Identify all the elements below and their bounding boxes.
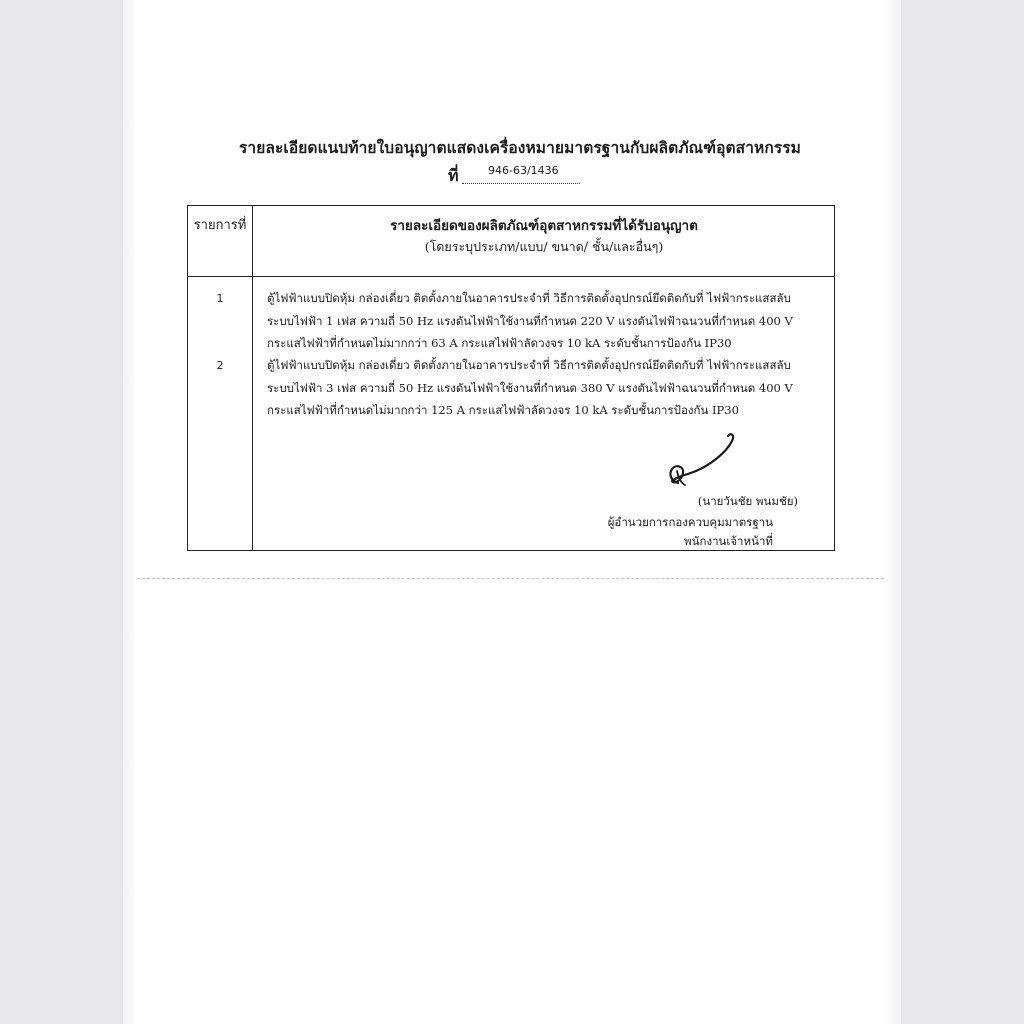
description-column-header: รายละเอียดของผลิตภัณฑ์อุตสาหกรรมที่ได้รับอนุญาต	[390, 218, 698, 234]
license-number-line	[448, 164, 588, 186]
document-title: รายละเอียดแนบท้ายใบอนุญาตแสดงเครื่องหมายมาตรฐานกับผลิตภัณฑ์อุตสาหกรรม	[239, 138, 801, 157]
item-description-line: ตู้ไฟฟ้าแบบปิดหุ้ม กล่องเดี่ยว ติดตั้งภายในอาคารประจำที่ วิธีการติดตั้งอุปกรณ์ยึดติดกับที่ ไฟฟ้ากระแสสลับ	[267, 291, 791, 305]
signatory-position: ผู้อำนวยการกองควบคุมมาตรฐาน	[607, 515, 773, 529]
item-number: 2	[216, 359, 224, 372]
item-column-header: รายการที่	[193, 218, 247, 233]
license-number-value: 946-63/1436	[488, 164, 559, 177]
item-description-line: กระแสไฟฟ้าที่กำหนดไม่มากกว่า 125 A กระแสไฟฟ้าลัดวงจร 10 kA ระดับชั้นการป้องกัน IP30	[267, 403, 739, 417]
signature-block	[607, 431, 828, 548]
item-description-line: ระบบไฟฟ้า 1 เฟส ความถี่ 50 Hz แรงดันไฟฟ้าใช้งานที่กำหนด 220 V แรงดันไฟฟ้าฉนวนที่กำหนด 400 V	[267, 314, 793, 328]
table-header-divider	[188, 276, 834, 277]
page-edge-right	[884, 0, 901, 1024]
product-details-table	[187, 205, 835, 551]
license-number-dotted-line	[462, 183, 580, 184]
page-edge-left	[123, 0, 137, 1024]
page-break-line	[137, 578, 884, 579]
item-number: 1	[216, 292, 224, 305]
handwritten-signature-icon	[628, 431, 828, 501]
item-description-line: ระบบไฟฟ้า 3 เฟส ความถี่ 50 Hz แรงดันไฟฟ้าใช้งานที่กำหนด 380 V แรงดันไฟฟ้าฉนวนที่กำหนด 400 V	[267, 381, 793, 395]
item-description-line: ตู้ไฟฟ้าแบบปิดหุ้ม กล่องเดี่ยว ติดตั้งภายในอาคารประจำที่ วิธีการติดตั้งอุปกรณ์ยึดติดกับที่ ไฟฟ้ากระแสสลับ	[267, 358, 791, 372]
license-number-prefix: ที่	[448, 166, 459, 185]
item-description-line: กระแสไฟฟ้าที่กำหนดไม่มากกว่า 63 A กระแสไฟฟ้าลัดวงจร 10 kA ระดับชั้นการป้องกัน IP30	[267, 336, 732, 350]
table-column-divider	[252, 206, 253, 550]
signatory-role: พนักงานเจ้าหน้าที่	[684, 534, 773, 548]
signatory-name: (นายวันชัย พนมชัย)	[697, 494, 798, 508]
description-column-subheader: (โดยระบุประเภท/แบบ/ ขนาด/ ชั้น/และอื่นๆ)	[424, 239, 664, 254]
